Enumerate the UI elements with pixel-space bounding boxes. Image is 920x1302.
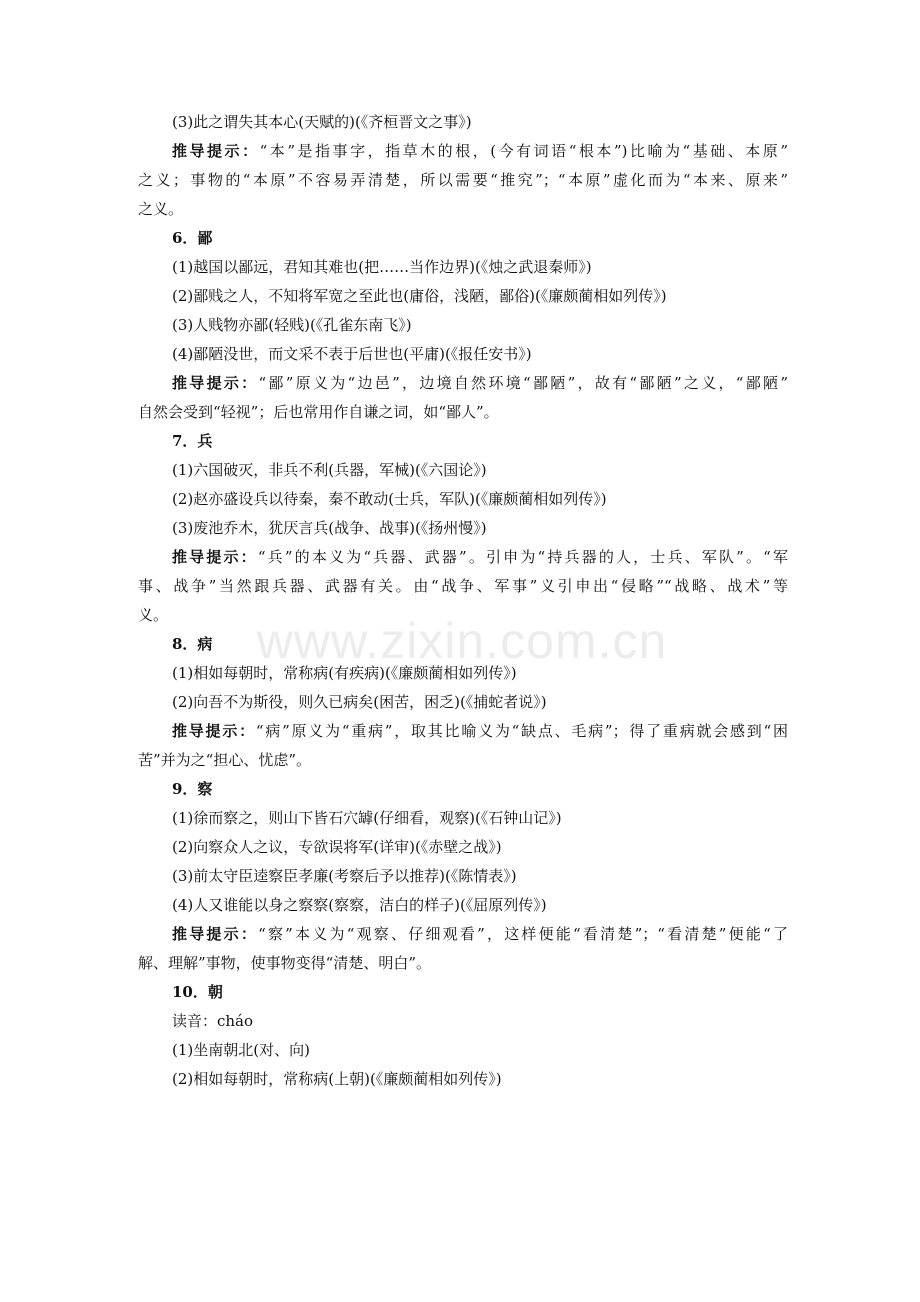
hint-text: “病”原义为“重病”，取其比喻义为“缺点、毛病”；得了重病就会感到“困 (255, 722, 788, 740)
hint-text: “鄙”原义为“边邑”，边境自然环境“鄙陋”，故有“鄙陋”之义，“鄙陋” (258, 374, 788, 392)
watermark-text: www.zixin.com.cn (256, 613, 668, 669)
example-line: (3)废池乔木，犹厌言兵(战争、战事)(《扬州慢》) (172, 519, 487, 537)
hint-label: 推导提示： (172, 548, 258, 566)
hint-label: 推导提示： (172, 142, 260, 160)
example-line: (1)六国破灭，非兵不利(兵器，军械)(《六国论》) (172, 461, 487, 479)
example-line: (4)人又谁能以身之察察(察察，洁白的样子)(《屈原列传》) (172, 896, 547, 914)
example-line: (2)鄙贱之人，不知将军宽之至此也(庸俗，浅陋，鄙俗)(《廉颇蔺相如列传》) (172, 287, 667, 305)
hint-line (138, 543, 788, 572)
example-line: (3)前太守臣逵察臣孝廉(考察后予以推荐)(《陈情表》) (172, 867, 517, 885)
example-line: (1)相如每朝时，常称病(有疾病)(《廉颇蔺相如列传》) (172, 664, 517, 682)
hint-label: 推导提示： (172, 722, 256, 740)
example-line: (1)坐南朝北(对、向) (172, 1041, 310, 1059)
hint-continuation: 之义；事物的“本原”不容易弄清楚，所以需要“推究”；“本原”虚化而为“本来、原来” (138, 171, 788, 189)
hint-line (138, 137, 788, 166)
entry-heading-bi: 6．鄙 (172, 229, 213, 247)
example-line: (1)越国以鄙远，君知其难也(把……当作边界)(《烛之武退秦师》) (172, 258, 592, 276)
hint-label: 推导提示： (172, 925, 259, 943)
pronunciation-line: 读音：cháo (172, 1012, 254, 1030)
hint-label: 推导提示： (172, 374, 259, 392)
hint-line (138, 920, 788, 949)
hint-continuation: 苦”并为之“担心、忧虑”。 (138, 751, 312, 769)
entry-heading-cha: 9．察 (172, 780, 213, 798)
hint-text: “察”本义为“观察、仔细观看”，这样便能“看清楚”；“看清楚”便能“了 (258, 925, 788, 943)
entry-heading-bing4: 8．病 (172, 635, 213, 653)
hint-text: “兵”的本义为“兵器、武器”。引申为“持兵器的人，士兵、军队”。“军 (257, 548, 788, 566)
hint-continuation: 义。 (138, 606, 169, 624)
example-line: (1)徐而察之，则山下皆石穴罅(仔细看，观察)(《石钟山记》) (172, 809, 562, 827)
hint-continuation: 之义。 (138, 200, 184, 218)
hint-text: “本”是指事字，指草木的根，(今有词语“根本”)比喻为“基础、本原” (259, 142, 788, 160)
example-line: (3)人贱物亦鄙(轻贱)(《孔雀东南飞》) (172, 316, 412, 334)
hint-continuation: 解、理解”事物，使事物变得“清楚、明白”。 (138, 954, 432, 972)
example-line: (2)向察众人之议，专欲误将军(详审)(《赤壁之战》) (172, 838, 502, 856)
example-line: (2)向吾不为斯役，则久已病矣(困苦，困乏)(《捕蛇者说》) (172, 693, 547, 711)
example-line: (3)此之谓失其本心(天赋的)(《齐桓晋文之事》) (172, 113, 472, 131)
entry-heading-bing: 7．兵 (172, 432, 213, 450)
example-line: (2)相如每朝时，常称病(上朝)(《廉颇蔺相如列传》) (172, 1070, 502, 1088)
hint-line (138, 717, 788, 746)
example-line: (4)鄙陋没世，而文采不表于后世也(平庸)(《报任安书》) (172, 345, 532, 363)
document-body (138, 108, 788, 1094)
entry-heading-chao: 10．朝 (172, 983, 223, 1001)
example-line: (2)赵亦盛设兵以待秦，秦不敢动(士兵，军队)(《廉颇蔺相如列传》) (172, 490, 607, 508)
hint-continuation: 事、战争”当然跟兵器、武器有关。由“战争、军事”义引申出“侵略”“战略、战术”等 (138, 577, 788, 595)
hint-line (138, 369, 788, 398)
hint-continuation: 自然会受到“轻视”；后也常用作自谦之词，如“鄙人”。 (138, 403, 499, 421)
